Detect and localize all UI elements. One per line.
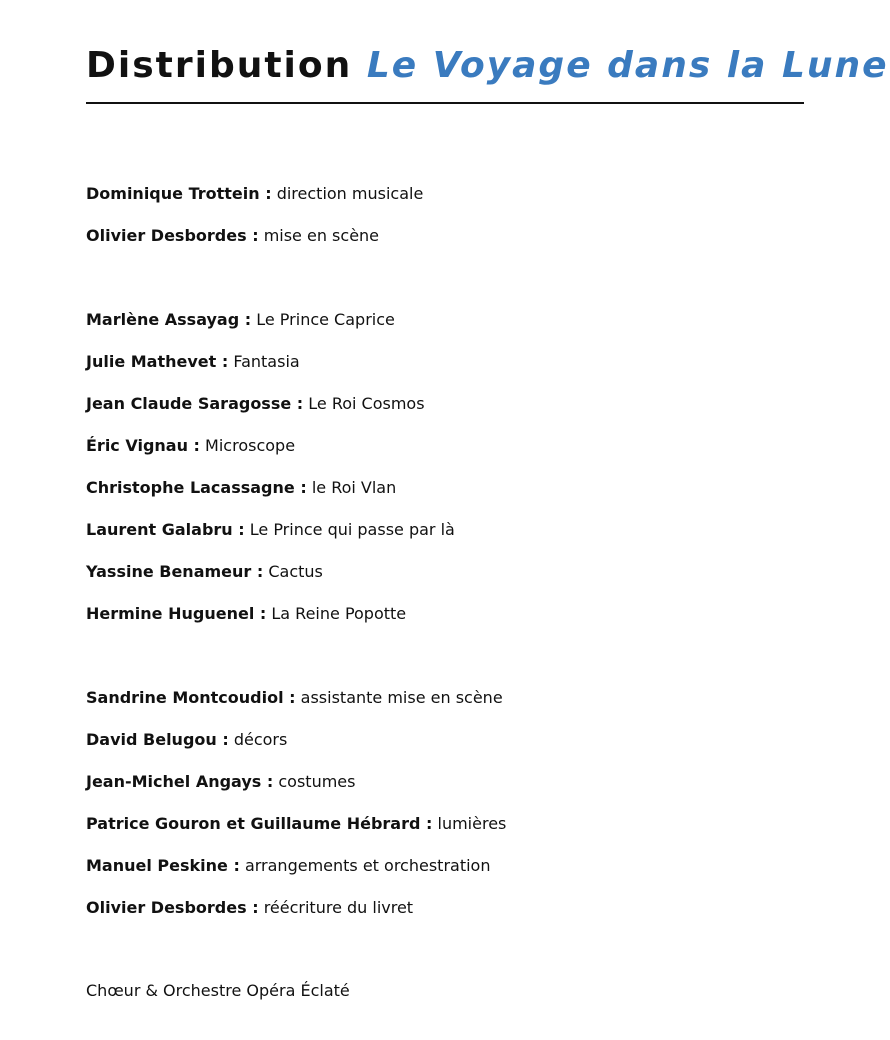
credit-name: Christophe Lacassagne : (86, 478, 307, 497)
credit-role: La Reine Popotte (271, 604, 407, 623)
credit-line (86, 518, 806, 560)
page-title (86, 42, 889, 90)
group-spacer (86, 644, 806, 686)
credit-role: Fantasia (233, 352, 300, 371)
credit-name: Sandrine Montcoudiol : (86, 688, 296, 707)
page-header (86, 42, 889, 90)
credit-name: Julie Mathevet : (86, 352, 229, 371)
credit-line (86, 686, 806, 728)
credit-line (86, 308, 806, 350)
credit-role: le Roi Vlan (311, 478, 397, 497)
credit-name: Manuel Peskine : (86, 856, 240, 875)
credit-name: Olivier Desbordes : (86, 898, 259, 917)
credit-role: assistante mise en scène (300, 688, 503, 707)
title-work: Le Voyage dans la Lune (366, 45, 889, 86)
credit-role: Microscope (205, 436, 296, 455)
credits-list (86, 182, 806, 938)
credit-line (86, 392, 806, 434)
credit-role: Le Roi Cosmos (308, 394, 425, 413)
credit-role: Le Prince Caprice (256, 310, 395, 329)
credit-line (86, 896, 806, 938)
credit-name: Éric Vignau : (86, 436, 200, 455)
credit-role: décors (233, 730, 288, 749)
credit-name: Dominique Trottein : (86, 184, 272, 203)
credit-name: Jean-Michel Angays : (86, 772, 274, 791)
credit-line (86, 476, 806, 518)
credit-line (86, 602, 806, 644)
credit-line (86, 770, 806, 812)
credit-name: Yassine Benameur : (86, 562, 264, 581)
credit-line (86, 812, 806, 854)
credit-name: Jean Claude Saragosse : (86, 394, 304, 413)
credit-line (86, 350, 806, 392)
credit-name: Olivier Desbordes : (86, 226, 259, 245)
credit-role: Le Prince qui passe par là (249, 520, 455, 539)
credit-name: Patrice Gouron et Guillaume Hébrard : (86, 814, 433, 833)
credit-role: costumes (278, 772, 356, 791)
credit-line (86, 434, 806, 476)
credit-name: Laurent Galabru : (86, 520, 245, 539)
credit-line (86, 728, 806, 770)
title-underline (86, 102, 804, 104)
credit-role: arrangements et orchestration (244, 856, 491, 875)
title-main: Distribution (86, 45, 353, 86)
credit-line (86, 560, 806, 602)
credit-name: Hermine Huguenel : (86, 604, 267, 623)
ensemble-credit: Chœur & Orchestre Opéra Éclaté (86, 981, 350, 1000)
credit-role: direction musicale (276, 184, 424, 203)
credit-name: Marlène Assayag : (86, 310, 252, 329)
credit-role: réécriture du livret (263, 898, 414, 917)
credit-name: David Belugou : (86, 730, 229, 749)
credit-line (86, 854, 806, 896)
credit-role: lumières (437, 814, 507, 833)
credit-line (86, 224, 806, 266)
credit-role: mise en scène (263, 226, 380, 245)
credit-role: Cactus (268, 562, 323, 581)
credit-line (86, 182, 806, 224)
group-spacer (86, 266, 806, 308)
